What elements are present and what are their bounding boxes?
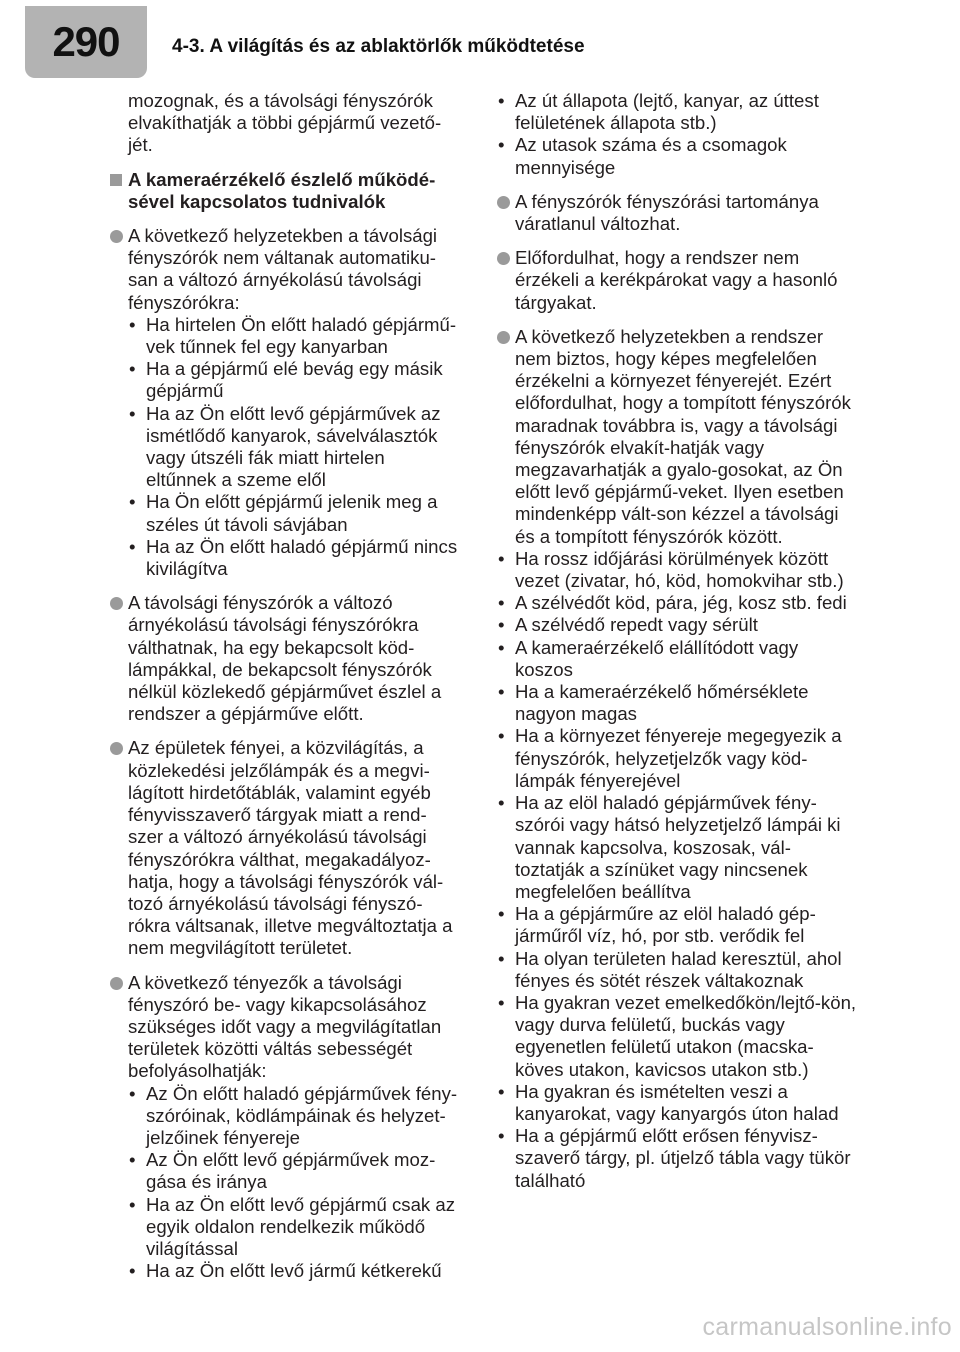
circle-bullet-icon: [110, 977, 123, 990]
list-item: • Ha az Ön előtt haladó gépjármű nincs kivilágítva: [128, 536, 460, 580]
list-item: • Ha hirtelen Ön előtt haladó gépjármű-vek tűnnek fel egy kanyarban: [128, 314, 460, 358]
list-item: • Ha az Ön előtt levő jármű kétkerekű: [128, 1260, 460, 1282]
bullet-block-5: [497, 191, 857, 235]
list-item: • Ha rossz időjárási körülmények között vezet (zivatar, hó, köd, homokvihar stb.): [497, 548, 857, 592]
circle-bullet-icon: [497, 252, 510, 265]
right-column: [497, 90, 857, 1204]
list-item: • Ha a gépjármű előtt erősen fényvisz-szaverő tárgy, pl. útjelző tábla vagy tükör található: [497, 1125, 857, 1192]
page-header: [0, 0, 960, 76]
page-number: 290: [25, 6, 147, 78]
list-item: • Ha a kameraérzékelő hőmérséklete nagyon magas: [497, 681, 857, 725]
list-item: • Ha az Ön előtt levő gépjárművek az ismétlődő kanyarok, sávelválasztók vagy útszéli fák miatt hirtelen eltűnnek a szeme elől: [128, 403, 460, 492]
bullet-block-3: [110, 737, 460, 959]
list-item: • Ha gyakran vezet emelkedőkön/lejtő-kön, vagy durva felületű, buckás vagy egyenetlen felületű utakon (macska-köves utakon, kavicsos utakon stb.): [497, 992, 857, 1081]
list-item: • Az utasok száma és a csomagok mennyisége: [497, 134, 857, 178]
bullet-block-text: Előfordulhat, hogy a rendszer nem érzékeli a kerékpárokat vagy a hasonló tárgyakat.: [515, 247, 838, 313]
bullet-block-1: [110, 225, 460, 580]
list-item: • Az Ön előtt levő gépjárművek moz-gása és iránya: [128, 1149, 460, 1193]
continuation-text: mozognak, és a távolsági fényszórók elvakíthatják a többi gépjármű vezető-jét.: [128, 90, 442, 156]
circle-bullet-icon: [497, 331, 510, 344]
circle-bullet-icon: [110, 597, 123, 610]
list-item: • Ha a környezet fényereje megegyezik a fényszórók, helyzetjelzők vagy köd-lámpák fényerejével: [497, 725, 857, 792]
list-item: • A szélvédő repedt vagy sérült: [497, 614, 857, 636]
left-column: [110, 90, 460, 1294]
list-item: • Ha olyan területen halad keresztül, ahol fényes és sötét részek váltakoznak: [497, 948, 857, 992]
continued-list: [497, 90, 857, 179]
square-bullet-icon: [110, 174, 122, 186]
bullet-block-text: A következő tényezők a távolsági fényszóró be- vagy kikapcsolásához szükséges időt vagy a megvilágítatlan területek közötti váltás sebességét befolyásolhatják:: [128, 971, 442, 1082]
list-item: • Ha gyakran és ismételten veszi a kanyarokat, vagy kanyargós úton halad: [497, 1081, 857, 1125]
bullet-block-text: A fényszórók fényszórási tartománya váratlanul változhat.: [515, 190, 819, 235]
list-item: • Ha az elöl haladó gépjárművek fény-szórói vagy hátsó helyzetjelző lámpái ki vannak kapcsolva, koszosak, vál-toztatják a színüket vagy nincsenek megfelelően beállítva: [497, 792, 857, 903]
circle-bullet-icon: [497, 196, 510, 209]
list-item: • Az Ön előtt haladó gépjárművek fény-szóróinak, ködlámpáinak és helyzet-jelzőinek fényereje: [128, 1083, 460, 1150]
bullet-block-text: A következő helyzetekben a rendszer nem biztos, hogy képes megfelelően érzékelni a környezet fényerejét. Ezért előfordulhat, hogy a tompított fényszórók maradnak továbbra is, vagy a távolsági fényszórók elvakít-hatják vagy megzavarhatják a gyalo-gosokat, az Ön előtt levő gépjármű-veket. Ilyen esetben mindenképp vált-son kézzel a távolsági és a tompított fényszórók között.: [515, 325, 851, 547]
sub-list: [497, 548, 857, 1192]
list-item: • A szélvédőt köd, pára, jég, kosz stb. fedi: [497, 592, 857, 614]
list-item: • Az út állapota (lejtő, kanyar, az úttest felületének állapota stb.): [497, 90, 857, 134]
bullet-block-6: [497, 247, 857, 314]
circle-bullet-icon: [110, 230, 123, 243]
section-heading-text: A kameraérzékelő észlelő működé-sével kapcsolatos tudnivalók: [128, 168, 436, 212]
bullet-block-7: [497, 326, 857, 1192]
list-item: • A kameraérzékelő elállítódott vagy koszos: [497, 637, 857, 681]
list-item: • Ha a gépjármű elé bevág egy másik gépjármű: [128, 358, 460, 402]
bullet-block-text: A távolsági fényszórók a változó árnyékolású távolsági fényszórókra válthatnak, ha egy bekapcsolt köd-lámpákkal, de bekapcsolt fényszórók nélkül közlekedő gépjárművet észlel a rendszer a gépjárműve előtt.: [128, 592, 442, 725]
watermark: carmanualsonline.info: [702, 1313, 952, 1341]
bullet-block-text: Az épületek fényei, a közvilágítás, a közlekedési jelzőlámpák és a megvi-lágított hirdetőtáblák, valamint egyéb fényvisszaverő tárgyak miatt a rend-szer a változó árnyékolású távolsági fényszórókra válthat, megakadályoz-hatja, hogy a távolsági fényszórók vál-tozó árnyékolású távolsági fényszó-rókra váltsanak, illetve megváltoztatja a nem megvilágított területet.: [128, 737, 453, 959]
bullet-block-2: [110, 592, 460, 725]
list-item: • Ha a gépjárműre az elöl haladó gép-járműről víz, hó, por stb. verődik fel: [497, 903, 857, 947]
bullet-block-text: A következő helyzetekben a távolsági fényszórók nem váltanak automatiku-san a változó árnyékolású távolsági fényszórókra:: [128, 225, 438, 313]
circle-bullet-icon: [110, 742, 123, 755]
sub-list: [128, 314, 460, 580]
section-heading: [110, 169, 460, 213]
chapter-title: 4-3. A világítás és az ablaktörlők működtetése: [172, 36, 585, 57]
list-item: • Ha Ön előtt gépjármű jelenik meg a széles út távoli sávjában: [128, 491, 460, 535]
bullet-block-4: [110, 972, 460, 1283]
sub-list: [128, 1083, 460, 1283]
list-item: • Ha az Ön előtt levő gépjármű csak az egyik oldalon rendelkezik működő világítással: [128, 1194, 460, 1261]
